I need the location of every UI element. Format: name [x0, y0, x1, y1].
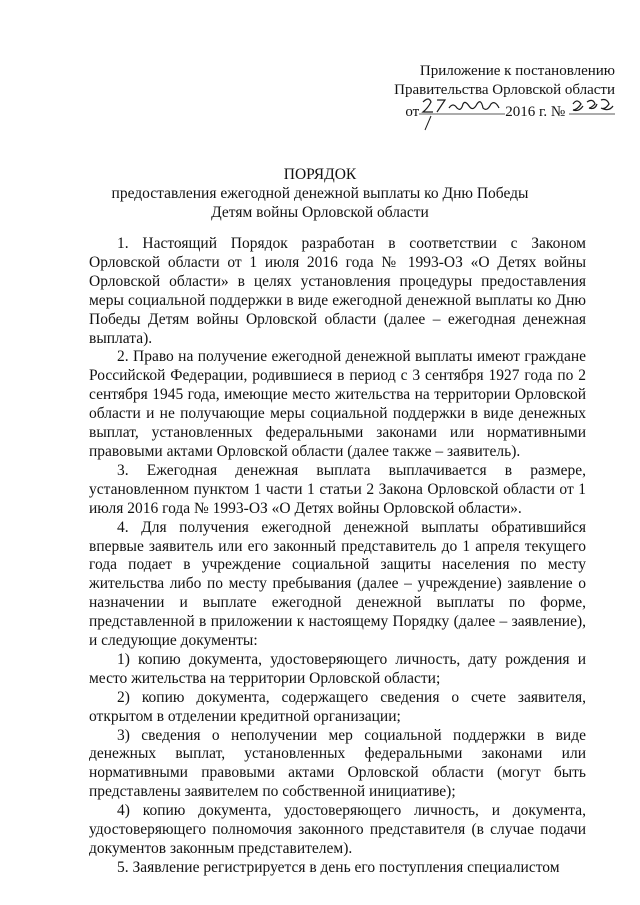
paragraph-3: 3. Ежегодная денежная выплата выплачивается в размере, установленном пунктом 1 части 1 статьи 2 Закона Орловской области от 1 июля 2016 года № 1993-ОЗ «О Детях войны Орловской области».: [89, 461, 586, 517]
paragraph-4: 4. Для получения ежегодной денежной выплаты обратившийся впервые заявитель или его законный представитель до 1 апреля текущего года подает в учреждение социальной защиты населения по месту жительства либо по месту пребывания (далее – учреждение) заявление о назначении и выплате ежегодной денежной выплаты по форме, представленной в приложении к настоящему Порядку (далее – заявление), и следующие документы:: [89, 518, 586, 650]
appendix-line-1: Приложение к постановлению: [419, 63, 615, 79]
handwritten-date: [419, 100, 505, 116]
handwritten-date-ink: [419, 96, 505, 118]
paragraph-1: 1. Настоящий Порядок разработан в соответствии с Законом Орловской области от 1 июля 2016 года № 1993-ОЗ «О Детях войны Орловской области» в целях установления процедуры предоставления меры социальной поддержки в виде ежегодной денежной выплаты ко Дню Победы Детям войны Орловской области (далее – ежегодная денежная выплата).: [89, 235, 586, 347]
decree-year: 2016 г. №: [505, 104, 566, 120]
document-body: [89, 235, 586, 878]
appendix-line-3: [365, 100, 615, 122]
paragraph-5: 5. Заявление регистрируется в день его поступления специалистом: [117, 858, 560, 876]
title-heading: ПОРЯДОК: [283, 166, 357, 183]
handwritten-number: [569, 100, 615, 116]
list-item-4: 4) копию документа, удостоверяющего личность, и документа, удостоверяющего полномочия законного представителя (в случае подачи документов законным представителем).: [89, 802, 586, 857]
appendix-line-2: Правительства Орловской области: [394, 82, 615, 98]
list-item-3: 3) сведения о неполучении мер социальной поддержки в виде денежных выплат, установленных федеральными законами или нормативными правовыми актами Орловской области (могут быть представлены заявителем по собственной инициативе);: [89, 726, 586, 801]
handwritten-number-ink: [569, 96, 615, 118]
list-item-2: 2) копию документа, содержащего сведения о счете заявителя, открытом в отделении кредитной организации;: [89, 688, 586, 725]
document-title: [80, 165, 560, 222]
list-item-1: 1) копию документа, удостоверяющего личность, дату рождения и место жительства на территории Орловской области;: [89, 650, 586, 687]
title-subtitle-1: предоставления ежегодной денежной выплаты ко Дню Победы: [111, 185, 529, 202]
appendix-header: [365, 62, 615, 122]
decree-date-prefix: от: [405, 104, 420, 120]
title-subtitle-2: Детям войны Орловской области: [211, 204, 429, 221]
paragraph-2: 2. Право на получение ежегодной денежной выплаты имеют граждане Российской Федерации, родившиеся в период с 3 сентября 1927 года по 2 сентября 1945 года, имеющие место жительства на территории Орловской области и не получающие меры социальной поддержки в виде денежных выплат, установленных федеральными законами или нормативными правовыми актами Орловской области (далее также – заявитель).: [89, 348, 586, 460]
